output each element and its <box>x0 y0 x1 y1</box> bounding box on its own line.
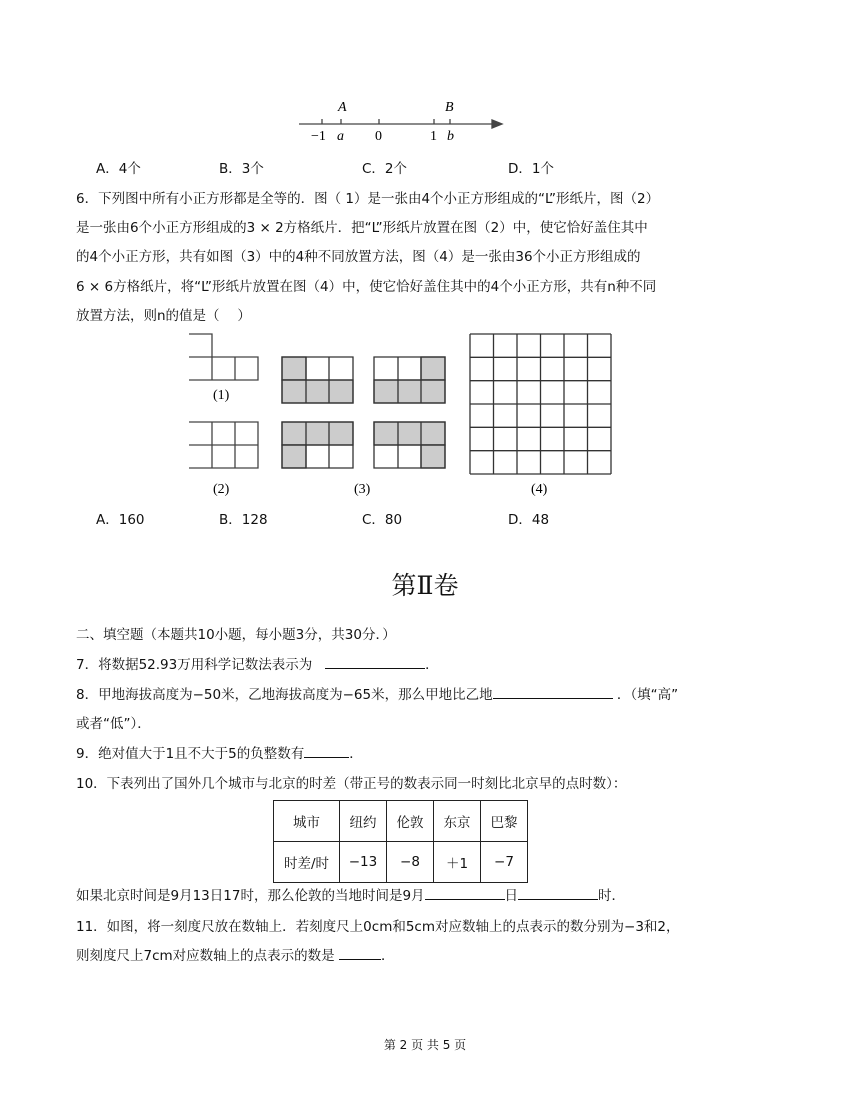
answer-blank[interactable] <box>325 654 425 669</box>
figure-label: (1) <box>213 388 230 403</box>
option-c: C．80 <box>362 512 403 528</box>
point-a-label: A <box>338 100 347 115</box>
table-cell: 东京 <box>434 801 481 842</box>
question-text: 日 <box>504 888 519 904</box>
option-b: B．3个 <box>219 161 264 177</box>
figure-label: (3) <box>354 482 371 497</box>
question-text: 或者“低”）． <box>76 716 151 732</box>
table-cell: −13 <box>340 842 387 883</box>
question-text: 的4个小正方形，共有如图（3）中的4种不同放置方法，图（4）是一张由36个小正方形组成的 <box>76 249 641 265</box>
tick-label: 0 <box>375 129 382 144</box>
number-line <box>299 119 502 128</box>
figure-3-placements <box>282 357 445 468</box>
figure-label: (4) <box>531 482 548 497</box>
option-b: B．128 <box>219 512 268 528</box>
tick-label: 1 <box>430 129 437 144</box>
option-d: D．1个 <box>508 161 554 177</box>
table-cell: 时差/时 <box>274 842 340 883</box>
question-8 <box>76 683 678 703</box>
question-text: 9．绝对值大于1且不大于5的负整数有 <box>76 746 305 762</box>
option-d: D．48 <box>508 512 550 528</box>
table-cell: 纽约 <box>340 801 387 842</box>
question-9 <box>76 742 363 762</box>
section-title: 第Ⅱ卷 <box>391 571 459 600</box>
punct: ． <box>380 948 395 964</box>
tick-label: b <box>447 129 454 144</box>
question-text: 时． <box>598 888 626 904</box>
question-text: 6．下列图中所有小正方形都是全等的．图（ 1）是一张由4个小正方形组成的“L”形纸片，图（2） <box>76 191 660 207</box>
question-11 <box>76 944 394 964</box>
tick-label: a <box>337 129 344 144</box>
table-row <box>274 801 528 842</box>
table-cell: ＋1 <box>434 842 481 883</box>
answer-blank[interactable] <box>339 945 381 960</box>
tick-label: −1 <box>311 129 326 144</box>
question-text: ．（填“高” <box>616 687 679 703</box>
punct: ． <box>425 657 439 673</box>
question-text: 7．将数据52.93万用科学记数法表示为 <box>76 657 313 673</box>
figure-1-l-shape <box>189 334 258 380</box>
option-a: A．4个 <box>96 161 141 177</box>
figure-label: (2) <box>213 482 230 497</box>
table-cell: 城市 <box>274 801 340 842</box>
question-text: 如果北京时间是9月13日17时，那么伦敦的当地时间是9月 <box>76 888 425 904</box>
table-row <box>274 842 528 883</box>
question-text: 11．如图，将一刻度尺放在数轴上．若刻度尺上0cm和5cm对应数轴上的点表示的数分别为−3和2， <box>76 919 680 935</box>
day-blank[interactable] <box>425 885 505 900</box>
answer-blank[interactable] <box>493 684 613 699</box>
question-text: 8．甲地海拔高度为−50米，乙地海拔高度为−65米，那么甲地比乙地 <box>76 687 493 703</box>
section-header: 二、填空题（本题共10小题，每小题3分，共30分．） <box>76 627 396 643</box>
figure-4-grid <box>470 334 611 474</box>
option-c: C．2个 <box>362 161 408 177</box>
option-a: A．160 <box>96 512 145 528</box>
page-footer: 第 2 页 共 5 页 <box>383 1038 467 1052</box>
time-difference-table <box>273 800 528 883</box>
table-cell: −8 <box>387 842 434 883</box>
question-10-followup <box>76 884 625 904</box>
answer-blank[interactable] <box>304 743 349 758</box>
table-cell: −7 <box>481 842 528 883</box>
figure-2-grid <box>189 422 258 468</box>
question-text: 是一张由6个小正方形组成的3 × 2方格纸片．把“L”形纸片放置在图（2）中，使它恰好盖住其中 <box>76 220 648 236</box>
point-b-label: B <box>445 100 454 115</box>
table-cell: 巴黎 <box>481 801 528 842</box>
question-text: 10．下表列出了国外几个城市与北京的时差（带正号的数表示同一时刻比北京早的点时数）： <box>76 776 627 792</box>
question-text: 放置方法，则n的值是（ ） <box>76 308 251 324</box>
table-cell: 伦敦 <box>387 801 434 842</box>
question-7 <box>76 653 439 673</box>
question-text: 6 × 6方格纸片，将“L”形纸片放置在图（4）中，使它恰好盖住其中的4个小正方形，共有n种不同 <box>76 279 657 295</box>
question-text: 则刻度尺上7cm对应数轴上的点表示的数是 <box>76 948 335 964</box>
punct: ． <box>349 746 363 762</box>
hour-blank[interactable] <box>518 885 598 900</box>
